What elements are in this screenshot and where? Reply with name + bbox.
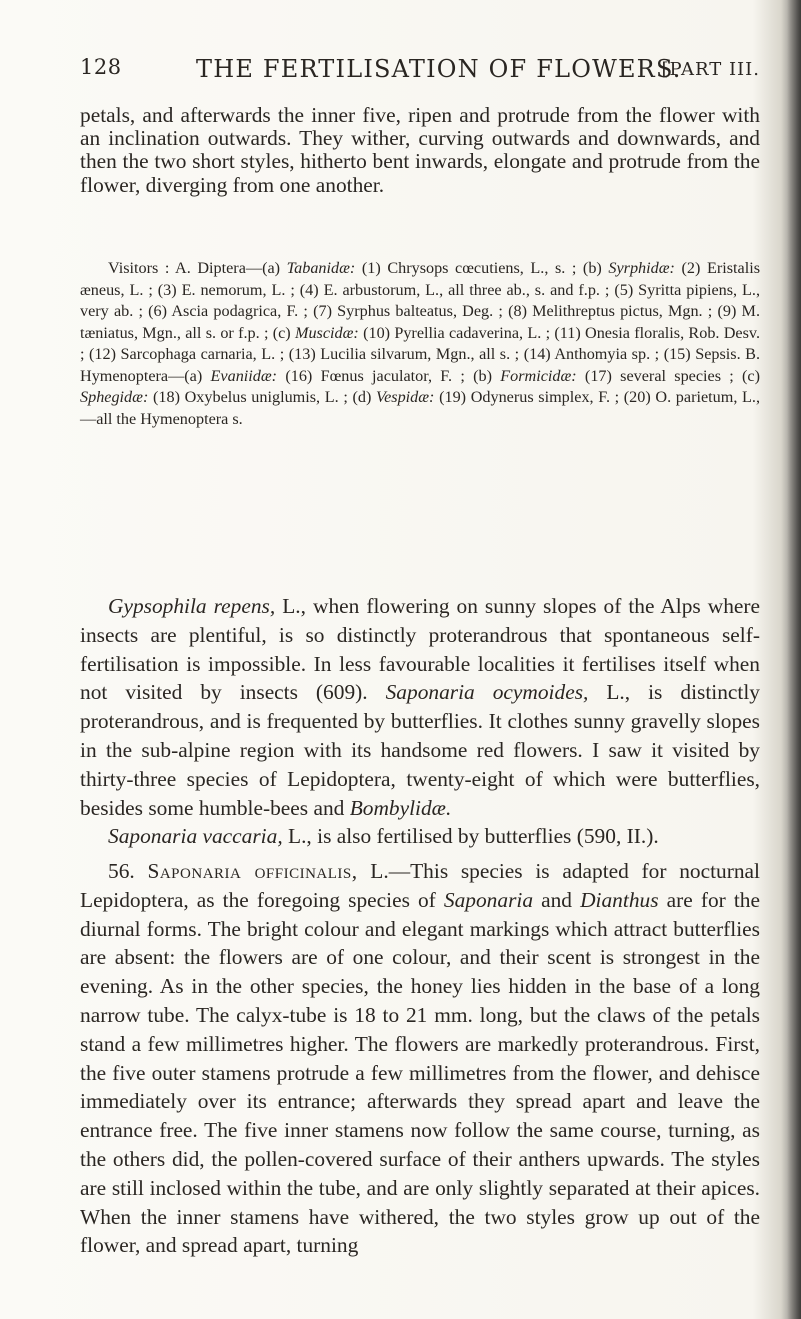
genus-name: Dianthus <box>580 887 659 912</box>
family-name: Sphegidæ: <box>80 388 149 406</box>
page-header <box>80 55 760 95</box>
paragraph-text: L., when flowering on sunny slopes of the Alps where insects are plentiful, is so distinctly proterandrous that spontaneous self-fertilisation is impossible. In less favourable localities it fertilises itself when not visited by insects (609). <box>80 594 761 705</box>
family-name: Muscidæ: <box>294 323 359 342</box>
page-number: 128 <box>80 55 122 79</box>
section-number: 56. <box>108 859 148 883</box>
paragraph-text: L.—This species is adapted for nocturnal Lepidoptera, as the foregoing species of <box>80 859 760 912</box>
genus-name: Saponaria <box>443 887 534 912</box>
family-name: Syrphidæ: <box>608 259 675 277</box>
page-edge-shadow <box>787 0 801 1319</box>
species-name: Saponaria ocymoides, <box>385 680 589 705</box>
visitors-paragraph <box>80 258 760 430</box>
saponaria-officinalis-section <box>80 857 760 1260</box>
paragraph-text: L., is distinctly proterandrous, and is frequented by butterflies. It clothes sunny gravelly slopes in the sub-alpine region with its handsome red flowers. I saw it visited by thirty-three species of Lepidoptera, twenty-eight of which were butterflies, besides some humble-bees and <box>80 680 760 820</box>
visitors-text: Visitors : A. Diptera—(a) <box>108 259 287 277</box>
running-title: THE FERTILISATION OF FLOWERS. <box>196 55 682 83</box>
visitors-list <box>80 258 760 430</box>
gypsophila-paragraph <box>80 592 760 822</box>
family-name: Tabanidæ: <box>286 259 356 277</box>
visitors-text: (17) several species ; (c) <box>576 366 761 385</box>
visitors-text: (19) Odynerus simplex, F. ; (20) O. parietum, L.,—all the Hymenoptera s. <box>80 388 760 428</box>
species-name: Saponaria vaccaria, <box>108 824 283 849</box>
paragraph-text: petals, and afterwards the inner five, ripen and protrude from the flower with an inclination outwards. They wither, curving outwards and downwards, and then the two short styles, hitherto bent inwards, elongate and protrude from the flower, diverging from one another. <box>80 103 760 197</box>
visitors-text: (1) Chrysops cœcutiens, L., s. ; (b) <box>355 259 609 277</box>
paragraph-text: L., is also fertilised by butterflies (590, II.). <box>282 824 659 849</box>
part-label: [PART III. <box>661 59 760 80</box>
paragraph-continued <box>80 104 760 197</box>
visitors-text: (2) Eristalis æneus, L. ; (3) E. nemorum, L. ; (4) E. arbustorum, L., all three ab., s. and f.p. ; (5) Syritta pipiens, L., very ab. ; (6) Ascia podagrica, F. ; (7) Syrphus balteatus, Deg. ; (8) Melithreptus pictus, Mgn. ; (9) M. tæniatus, Mgn., all s. or f.p. ; (c) <box>80 259 761 342</box>
vaccaria-paragraph <box>80 822 760 851</box>
section-heading-species: Saponaria officinalis, <box>147 859 358 883</box>
family-name: Evaniidæ: <box>210 366 278 385</box>
family-name: Bombylidæ. <box>349 795 452 820</box>
paragraph-text: are for the diurnal forms. The bright colour and elegant markings which attract butterflies are absent: the flowers are of one colour, and their scent is strongest in the evening. As in the other species, the honey lies hidden in the base of a long narrow tube. The calyx-tube is 18 to 21 mm. long, but the claws of the petals stand a few millimetres higher. The flowers are markedly proterandrous. First, the five outer stamens protrude a few millimetres from the flower, and dehisce immediately over its entrance; afterwards they spread apart and leave the entrance free. The five inner stamens now follow the same course, turning, as the others did, the pollen-covered surface of their anthers upwards. The styles are still inclosed within the tube, and are only slightly separated at their apices. When the inner stamens have withered, the two styles grow up out of the flower, and spread apart, turning <box>80 887 760 1258</box>
visitors-text: (18) Oxybelus uniglumis, L. ; (d) <box>148 388 376 406</box>
visitors-text: (10) Pyrellia cadaverina, L. ; (11) Onesia floralis, Rob. Desv. ; (12) Sarcophaga carnaria, L. ; (13) Lucilia silvarum, Mgn., all s. ; (14) Anthomyia sp. ; (15) Sepsis. B. Hymenoptera—(a) <box>80 323 760 385</box>
gypsophila-saponaria-section <box>80 592 760 851</box>
visitors-text: (16) Fœnus jaculator, F. ; (b) <box>277 366 501 385</box>
paragraph-text: and <box>533 887 581 912</box>
species-name: Gypsophila repens, <box>108 594 276 618</box>
family-name: Vespidæ: <box>376 388 435 406</box>
family-name: Formicidæ: <box>500 366 577 385</box>
officinalis-paragraph <box>80 857 760 1260</box>
